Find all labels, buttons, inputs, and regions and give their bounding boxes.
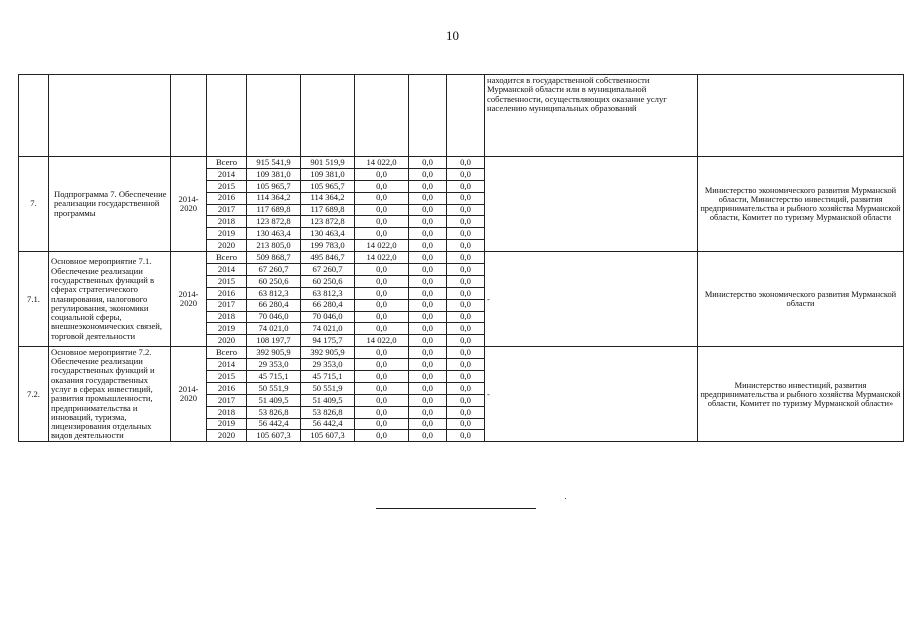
- year-cell: 2015: [207, 371, 247, 383]
- local-budget-cell: 0,0: [409, 394, 447, 406]
- local-budget-cell: 0,0: [409, 275, 447, 287]
- total-cell: 105 607,3: [247, 430, 301, 442]
- local-budget-cell: 0,0: [409, 371, 447, 383]
- federal-budget-cell: 0,0: [355, 430, 409, 442]
- section-period: 2014-2020: [171, 347, 207, 442]
- section-executor: Министерство экономического развития Мурманской области: [698, 252, 904, 347]
- cell-empty: [355, 75, 409, 157]
- section-name: Основное мероприятие 7.1. Обеспечение реализации государственных функций в сферах стратегического планирования, налогового регулирования, экономики социальной сферы, внешнеэкономических связей, торговой деятельности: [49, 252, 171, 347]
- regional-budget-cell: 63 812,3: [301, 287, 355, 299]
- local-budget-cell: 0,0: [409, 157, 447, 169]
- federal-budget-cell: 0,0: [355, 216, 409, 228]
- federal-budget-cell: 14 022,0: [355, 240, 409, 252]
- total-cell: 50 551,9: [247, 382, 301, 394]
- section-result: [485, 157, 698, 252]
- total-cell: 114 364,2: [247, 192, 301, 204]
- federal-budget-cell: 14 022,0: [355, 157, 409, 169]
- total-cell: 51 409,5: [247, 394, 301, 406]
- other-sources-cell: 0,0: [447, 204, 485, 216]
- regional-budget-cell: 60 250,6: [301, 275, 355, 287]
- section-period: 2014-2020: [171, 157, 207, 252]
- year-cell: 2018: [207, 406, 247, 418]
- continuation-row: [19, 75, 904, 157]
- regional-budget-cell: 51 409,5: [301, 394, 355, 406]
- federal-budget-cell: 0,0: [355, 311, 409, 323]
- year-cell: 2017: [207, 299, 247, 311]
- other-sources-cell: 0,0: [447, 394, 485, 406]
- regional-budget-cell: 53 826,8: [301, 406, 355, 418]
- local-budget-cell: 0,0: [409, 192, 447, 204]
- local-budget-cell: 0,0: [409, 430, 447, 442]
- local-budget-cell: 0,0: [409, 359, 447, 371]
- section-executor: Министерство инвестиций, развития предпринимательства и рыбного хозяйства Мурманской области, Комитет по туризму Мурманской области»: [698, 347, 904, 442]
- year-cell: 2016: [207, 382, 247, 394]
- regional-budget-cell: 29 353,0: [301, 359, 355, 371]
- regional-budget-cell: 94 175,7: [301, 335, 355, 347]
- total-cell: 45 715,1: [247, 371, 301, 383]
- other-sources-cell: 0,0: [447, 252, 485, 264]
- page-number: 10: [446, 28, 459, 43]
- other-sources-cell: 0,0: [447, 157, 485, 169]
- cell-empty: [171, 75, 207, 157]
- total-cell: 117 689,8: [247, 204, 301, 216]
- total-cell: 123 872,8: [247, 216, 301, 228]
- total-cell: 213 805,0: [247, 240, 301, 252]
- total-cell: 60 250,6: [247, 275, 301, 287]
- year-cell: 2016: [207, 287, 247, 299]
- regional-budget-cell: 495 846,7: [301, 252, 355, 264]
- section-name: Основное мероприятие 7.2. Обеспечение реализации государственных функций и оказания государственных услуг в сферах инвестиций, развития промышленности, предпринимательства и инноваций, туризма, лицензирования отдельных видов деятельности: [49, 347, 171, 442]
- result-text-continued: находится в государственной собственности Мурманской области или в муниципальной собственности, осуществляющих оказание услуг населению муниципальных образований: [485, 75, 698, 157]
- regional-budget-cell: 105 607,3: [301, 430, 355, 442]
- program-funding-table: [18, 74, 904, 442]
- local-budget-cell: 0,0: [409, 240, 447, 252]
- section-number: 7.2.: [19, 347, 49, 442]
- regional-budget-cell: 130 463,4: [301, 228, 355, 240]
- total-cell: 56 442,4: [247, 418, 301, 430]
- federal-budget-cell: 0,0: [355, 204, 409, 216]
- year-cell: 2014: [207, 168, 247, 180]
- total-cell: 74 021,0: [247, 323, 301, 335]
- other-sources-cell: 0,0: [447, 430, 485, 442]
- federal-budget-cell: 0,0: [355, 394, 409, 406]
- section-period: 2014-2020: [171, 252, 207, 347]
- total-cell: 108 197,7: [247, 335, 301, 347]
- cell-empty: [409, 75, 447, 157]
- regional-budget-cell: 199 783,0: [301, 240, 355, 252]
- other-sources-cell: 0,0: [447, 264, 485, 276]
- regional-budget-cell: 45 715,1: [301, 371, 355, 383]
- other-sources-cell: 0,0: [447, 359, 485, 371]
- regional-budget-cell: 392 905,9: [301, 347, 355, 359]
- other-sources-cell: 0,0: [447, 228, 485, 240]
- total-cell: 70 046,0: [247, 311, 301, 323]
- table-body: [19, 75, 904, 442]
- section-number: 7.: [19, 157, 49, 252]
- total-cell: 392 905,9: [247, 347, 301, 359]
- year-cell: 2020: [207, 335, 247, 347]
- local-budget-cell: 0,0: [409, 299, 447, 311]
- year-cell: 2018: [207, 216, 247, 228]
- regional-budget-cell: 67 260,7: [301, 264, 355, 276]
- regional-budget-cell: 117 689,8: [301, 204, 355, 216]
- regional-budget-cell: 109 381,0: [301, 168, 355, 180]
- local-budget-cell: 0,0: [409, 252, 447, 264]
- federal-budget-cell: 0,0: [355, 264, 409, 276]
- scan-dot: [565, 498, 566, 499]
- other-sources-cell: 0,0: [447, 323, 485, 335]
- section-row: [19, 157, 904, 169]
- federal-budget-cell: 0,0: [355, 228, 409, 240]
- local-budget-cell: 0,0: [409, 382, 447, 394]
- cell-empty: [207, 75, 247, 157]
- section-name: Подпрограмма 7. Обеспечение реализации государственной программы: [49, 157, 171, 252]
- federal-budget-cell: 0,0: [355, 192, 409, 204]
- section-number: 7.1.: [19, 252, 49, 347]
- local-budget-cell: 0,0: [409, 228, 447, 240]
- section-row: [19, 347, 904, 359]
- total-cell: 66 280,4: [247, 299, 301, 311]
- cell-empty: [247, 75, 301, 157]
- regional-budget-cell: 123 872,8: [301, 216, 355, 228]
- other-sources-cell: 0,0: [447, 168, 485, 180]
- cell-empty: [19, 75, 49, 157]
- local-budget-cell: 0,0: [409, 264, 447, 276]
- year-cell: 2019: [207, 228, 247, 240]
- year-cell: 2017: [207, 394, 247, 406]
- other-sources-cell: 0,0: [447, 180, 485, 192]
- total-cell: 63 812,3: [247, 287, 301, 299]
- cell-empty: [698, 75, 904, 157]
- federal-budget-cell: 0,0: [355, 347, 409, 359]
- federal-budget-cell: 0,0: [355, 382, 409, 394]
- federal-budget-cell: 0,0: [355, 406, 409, 418]
- local-budget-cell: 0,0: [409, 311, 447, 323]
- footer-separator-line: [376, 508, 536, 509]
- year-cell: 2020: [207, 430, 247, 442]
- year-cell: 2016: [207, 192, 247, 204]
- other-sources-cell: 0,0: [447, 371, 485, 383]
- year-cell: 2020: [207, 240, 247, 252]
- section-result: -: [485, 252, 698, 347]
- regional-budget-cell: 74 021,0: [301, 323, 355, 335]
- local-budget-cell: 0,0: [409, 204, 447, 216]
- other-sources-cell: 0,0: [447, 192, 485, 204]
- cell-empty: [301, 75, 355, 157]
- regional-budget-cell: 901 519,9: [301, 157, 355, 169]
- other-sources-cell: 0,0: [447, 275, 485, 287]
- federal-budget-cell: 0,0: [355, 180, 409, 192]
- federal-budget-cell: 0,0: [355, 323, 409, 335]
- local-budget-cell: 0,0: [409, 168, 447, 180]
- year-cell: 2019: [207, 418, 247, 430]
- federal-budget-cell: 0,0: [355, 275, 409, 287]
- federal-budget-cell: 14 022,0: [355, 335, 409, 347]
- federal-budget-cell: 0,0: [355, 418, 409, 430]
- federal-budget-cell: 0,0: [355, 359, 409, 371]
- local-budget-cell: 0,0: [409, 418, 447, 430]
- year-cell: Всего: [207, 347, 247, 359]
- local-budget-cell: 0,0: [409, 406, 447, 418]
- other-sources-cell: 0,0: [447, 240, 485, 252]
- other-sources-cell: 0,0: [447, 418, 485, 430]
- local-budget-cell: 0,0: [409, 335, 447, 347]
- other-sources-cell: 0,0: [447, 311, 485, 323]
- total-cell: 29 353,0: [247, 359, 301, 371]
- section-result: -: [485, 347, 698, 442]
- year-cell: Всего: [207, 157, 247, 169]
- federal-budget-cell: 0,0: [355, 371, 409, 383]
- cell-empty: [447, 75, 485, 157]
- other-sources-cell: 0,0: [447, 347, 485, 359]
- year-cell: 2018: [207, 311, 247, 323]
- federal-budget-cell: 0,0: [355, 168, 409, 180]
- other-sources-cell: 0,0: [447, 382, 485, 394]
- local-budget-cell: 0,0: [409, 287, 447, 299]
- total-cell: 509 868,7: [247, 252, 301, 264]
- federal-budget-cell: 0,0: [355, 287, 409, 299]
- regional-budget-cell: 114 364,2: [301, 192, 355, 204]
- other-sources-cell: 0,0: [447, 335, 485, 347]
- other-sources-cell: 0,0: [447, 287, 485, 299]
- total-cell: 105 965,7: [247, 180, 301, 192]
- total-cell: 53 826,8: [247, 406, 301, 418]
- year-cell: 2017: [207, 204, 247, 216]
- regional-budget-cell: 56 442,4: [301, 418, 355, 430]
- year-cell: 2019: [207, 323, 247, 335]
- local-budget-cell: 0,0: [409, 180, 447, 192]
- total-cell: 109 381,0: [247, 168, 301, 180]
- year-cell: 2014: [207, 264, 247, 276]
- total-cell: 130 463,4: [247, 228, 301, 240]
- section-row: [19, 252, 904, 264]
- year-cell: 2015: [207, 275, 247, 287]
- year-cell: 2014: [207, 359, 247, 371]
- regional-budget-cell: 50 551,9: [301, 382, 355, 394]
- other-sources-cell: 0,0: [447, 299, 485, 311]
- year-cell: 2015: [207, 180, 247, 192]
- other-sources-cell: 0,0: [447, 216, 485, 228]
- cell-empty: [49, 75, 171, 157]
- local-budget-cell: 0,0: [409, 216, 447, 228]
- regional-budget-cell: 66 280,4: [301, 299, 355, 311]
- section-executor: Министерство экономического развития Мурманской области, Министерство инвестиций, развития предпринимательства и рыбного хозяйства Мурманской области, Комитет по туризму Мурманской области: [698, 157, 904, 252]
- regional-budget-cell: 70 046,0: [301, 311, 355, 323]
- regional-budget-cell: 105 965,7: [301, 180, 355, 192]
- federal-budget-cell: 0,0: [355, 299, 409, 311]
- local-budget-cell: 0,0: [409, 347, 447, 359]
- total-cell: 67 260,7: [247, 264, 301, 276]
- other-sources-cell: 0,0: [447, 406, 485, 418]
- total-cell: 915 541,9: [247, 157, 301, 169]
- federal-budget-cell: 14 022,0: [355, 252, 409, 264]
- year-cell: Всего: [207, 252, 247, 264]
- local-budget-cell: 0,0: [409, 323, 447, 335]
